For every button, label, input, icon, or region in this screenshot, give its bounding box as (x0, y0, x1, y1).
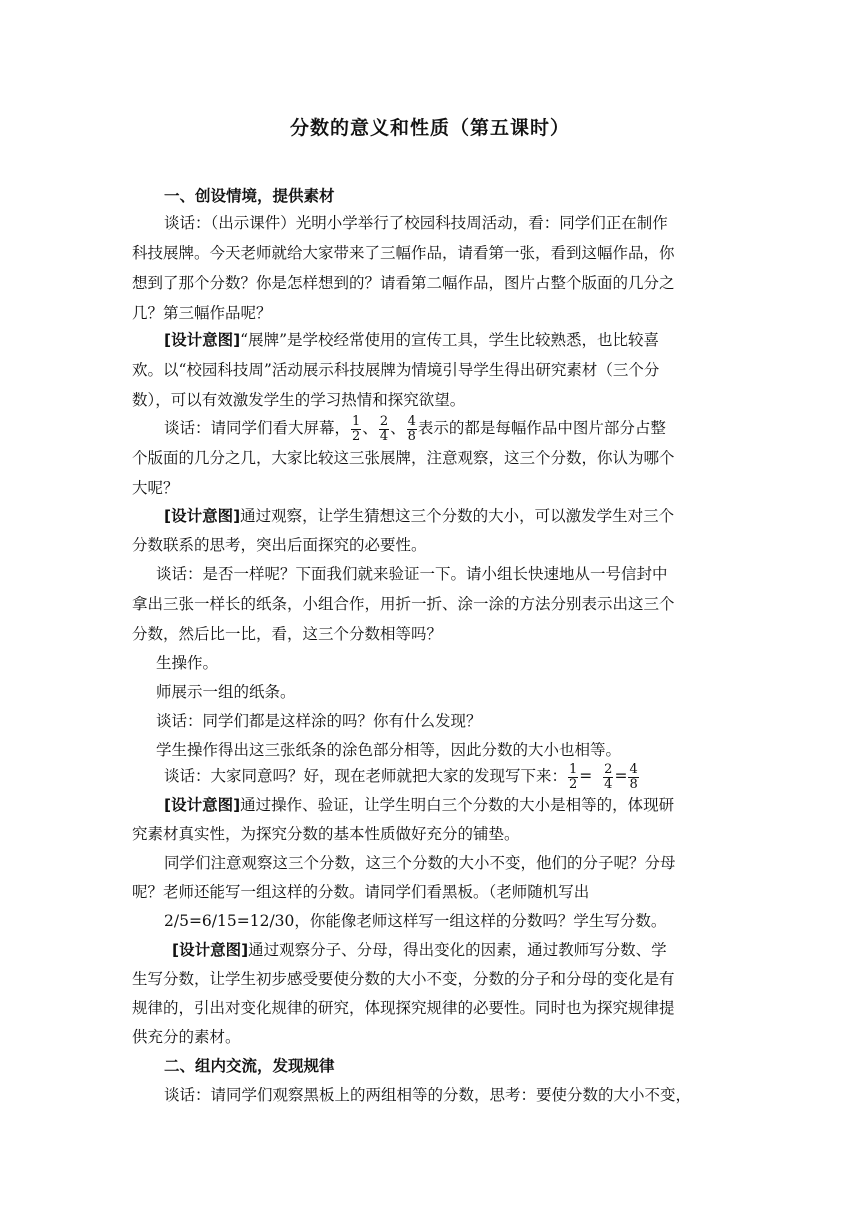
numerator: 2 (379, 414, 389, 429)
paragraph-line: 生操作。 (156, 654, 219, 672)
paragraph-line: 分数，然后比一比，看，这三个分数相等吗？ (132, 625, 443, 643)
fraction (568, 762, 578, 792)
denominator: 2 (352, 429, 361, 444)
fraction (603, 762, 613, 792)
numerator: 4 (407, 414, 416, 429)
paragraph-text: 谈话：大家同意吗？好，现在老师就把大家的发现写下来： (164, 767, 568, 785)
paragraph-text: 通过观察，让学生猜想这三个分数的大小，可以激发学生对三个 (240, 507, 675, 525)
design-intent-tag: [设计意图] (172, 941, 249, 959)
section-heading-2: 二、组内交流，发现规律 (164, 1057, 335, 1075)
paragraph-line: 谈话：是否一样呢？下面我们就来验证一下。请小组长快速地从一号信封中 (156, 565, 668, 583)
paragraph-text: 谈话：请同学们看大屏幕， (164, 419, 351, 437)
fraction (407, 414, 417, 444)
separator: 、 (362, 419, 378, 437)
paragraph-line: 谈话：请同学们观察黑板上的两组相等的分数，思考：要使分数的大小不变， (164, 1086, 692, 1104)
paragraph-line: 个版面的几分之几，大家比较这三张展牌，注意观察，这三个分数，你认为哪个 (132, 449, 675, 467)
design-intent-paragraph (164, 795, 674, 815)
separator: 、 (390, 419, 406, 437)
paragraph-line: 分数联系的思考，突出后面探究的必要性。 (132, 536, 427, 554)
fraction (379, 414, 389, 444)
paragraph-line: 拿出三张一样长的纸条，小组合作，用折一折、涂一涂的方法分别表示出这三个 (132, 595, 675, 613)
equals-sign: = (614, 767, 628, 785)
paragraph-line: 学生操作得出这三张纸条的涂色部分相等，因此分数的大小也相等。 (156, 741, 622, 759)
design-intent-tag: [设计意图] (164, 331, 241, 349)
paragraph-line: 同学们注意观察这三个分数，这三个分数的大小不变，他们的分子呢？分母 (164, 854, 676, 872)
section-heading-1: 一、创设情境，提供素材 (164, 187, 335, 205)
paragraph-line: 欢。以“校园科技周”活动展示科技展牌为情境引导学生得出研究素材（三个分 (132, 361, 660, 379)
paragraph-text: 通过观察分子、分母，得出变化的因素，通过教师写分数、学 (248, 941, 667, 959)
design-intent-tag: [设计意图] (164, 507, 241, 525)
fraction (628, 762, 638, 792)
numerator: 4 (629, 762, 638, 777)
design-intent-paragraph (164, 330, 659, 350)
paragraph-line: 师展示一组的纸条。 (156, 683, 296, 701)
paragraph-line: 谈话：（出示课件）光明小学举行了校园科技周活动，看：同学们正在制作 (164, 214, 668, 232)
denominator: 8 (407, 429, 416, 444)
paragraph-line: 规律的，引出对变化规律的研究，体现探究规律的必要性。同时也为探究规律提 (132, 999, 675, 1017)
paragraph-line: 生写分数，让学生初步感受要使分数的大小不变，分数的分子和分母的变化是有 (132, 970, 675, 988)
paragraph-text: “展牌”是学校经常使用的宣传工具，学生比较熟悉，也比较喜 (240, 331, 660, 349)
paragraph-line: 科技展牌。今天老师就给大家带来了三幅作品，请看第一张，看到这幅作品，你 (132, 244, 675, 262)
design-intent-tag: [设计意图] (164, 796, 241, 814)
paragraph-text: 通过操作、验证，让学生明白三个分数的大小是相等的，体现研 (240, 796, 675, 814)
numerator: 1 (352, 414, 361, 429)
denominator: 4 (379, 429, 389, 444)
numerator: 1 (569, 762, 578, 777)
numerator: 2 (604, 762, 613, 777)
paragraph-line: 2/5=6/15=12/30，你能像老师这样写一组这样的分数吗？学生写分数。 (164, 912, 667, 930)
denominator: 4 (604, 777, 613, 792)
paragraph-line: 供充分的素材。 (132, 1028, 241, 1046)
paragraph-line: 大呢？ (132, 479, 179, 497)
design-intent-paragraph (164, 506, 674, 526)
paragraph-line: 究素材真实性，为探究分数的基本性质做好充分的铺垫。 (132, 825, 520, 843)
fraction (351, 414, 361, 444)
paragraph-with-fractions (164, 414, 666, 444)
denominator: 2 (569, 777, 578, 792)
paragraph-line: 谈话：同学们都是这样涂的吗？你有什么发现？ (156, 712, 482, 730)
paragraph-with-equation (164, 762, 640, 792)
paragraph-text: 表示的都是每幅作品中图片部分占整 (417, 419, 666, 437)
paragraph-line: 呢？老师还能写一组这样的分数。请同学们看黑板。（老师随机写出 (132, 883, 590, 901)
page-title: 分数的意义和性质（第五课时） (289, 117, 570, 139)
equals-sign: = (579, 767, 593, 785)
paragraph-line: 想到了那个分数？你是怎样想到的？请看第二幅作品，图片占整个版面的几分之 (132, 274, 675, 292)
denominator: 8 (629, 777, 638, 792)
paragraph-line: 数），可以有效激发学生的学习热情和探究欲望。 (132, 391, 466, 409)
paragraph-line: 几？第三幅作品呢？ (132, 304, 272, 322)
design-intent-paragraph (172, 940, 667, 960)
